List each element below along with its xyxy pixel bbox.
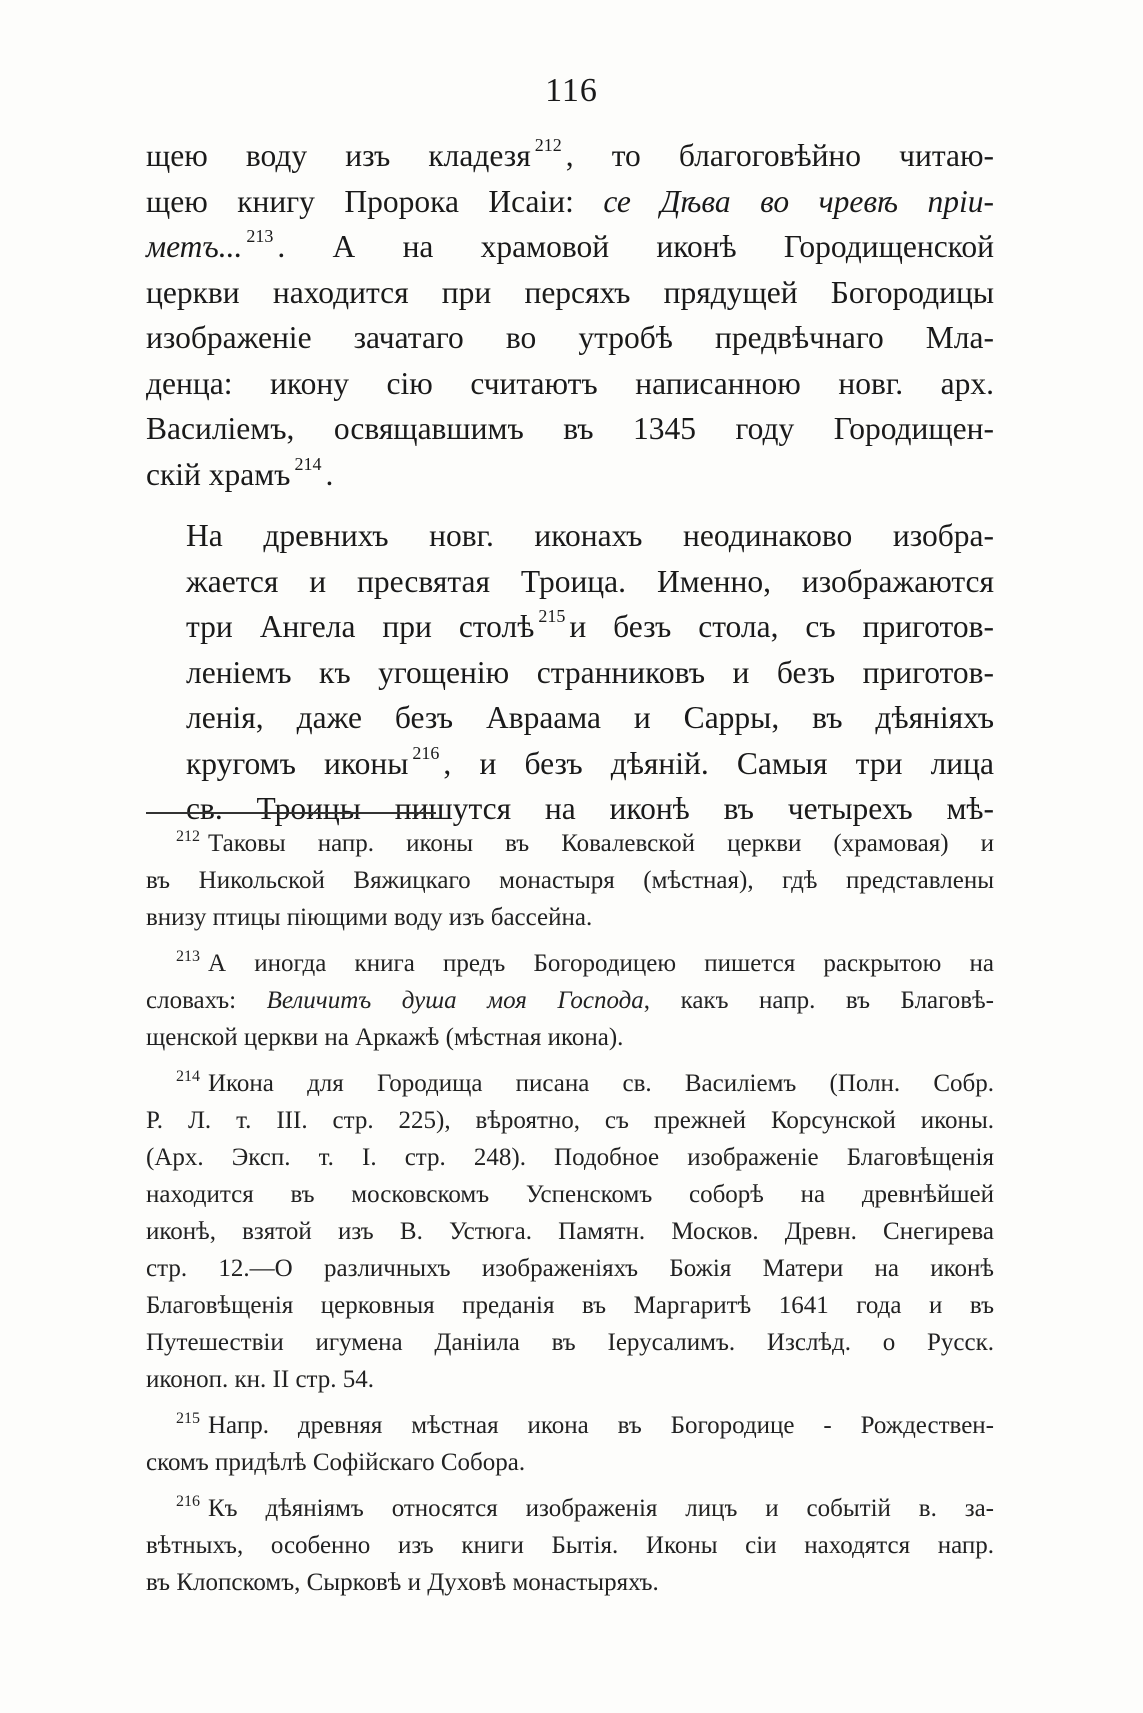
footnote-number: 215 [176,1410,200,1427]
text-line: Василіемъ, освящавшимъ въ 1345 году Городищен- [146,411,994,446]
footnote-line: $^{216}$ Къ дѣяніямъ относятся изображенія лицъ и событій в. за- [176,1493,994,1522]
footnote-line: иконѣ, взятой изъ В. Устюга. Памятн. Москов. Древн. Снегирева [146,1218,994,1245]
text-line: три Ангела при столѣ $^{215}$ и безъ стола, съ приготов- [186,606,994,644]
text-line: жается и пресвятая Троица. Именно, изображаются [186,563,994,599]
footnote-ref-214[interactable]: 214 [294,453,322,474]
paragraph-2 [146,513,994,832]
text-line: кругомъ иконы $^{216}$ , и безъ дѣяній. Самыя три лица [186,742,994,781]
footnote-ref-212[interactable]: 212 [534,135,562,155]
footnote-number: 213 [176,948,200,965]
footnote-215 [146,1407,994,1481]
footnote-line: иконоп. кн. II стр. 54. [146,1366,375,1393]
text-line: метъ... $^{213}$ . А на храмовой иконѣ Городищенской [146,226,994,264]
footnote-line: $^{214}$ Икона для Городища писана св. Василіемъ (Полн. Собр. [176,1068,994,1097]
text-line: На древнихъ новг. иконахъ неодинаково изобра- [186,518,994,553]
footnote-line: $^{212}$ Таковы напр. иконы въ Ковалевской церкви (храмовая) и [176,828,994,857]
quote-italic: се Дѣва во чревѣ пріи- [603,183,994,219]
footnote-line: щенской церкви на Аркажѣ (мѣстная икона). [146,1024,624,1051]
footnote-line: Благовѣщенія церковныя преданія въ Маргаритѣ 1641 года и въ [146,1292,994,1319]
footnote-line: $^{215}$ Напр. древняя мѣстная икона въ Богородице - Рождествен- [176,1410,994,1439]
text-line: скій храмъ $^{214}$ . [146,453,334,492]
text-line: денца: икону сію считаютъ написанною новг. арх. [146,365,994,401]
footnote-216 [146,1490,994,1601]
footnote-line: вѣтныхъ, особенно изъ книги Бытія. Иконы сіи находятся напр. [146,1532,994,1559]
footnote-number: 214 [176,1068,200,1085]
footnote-number: 212 [176,828,200,845]
quote-italic: метъ... [146,229,243,264]
footnote-line: $^{213}$ А иногда книга предъ Богородицею пишется раскрытою на [176,948,994,977]
text-line: церкви находится при персяхъ прядущей Богородицы [146,274,994,310]
footnote-line: въ Клопскомъ, Сырковѣ и Духовѣ монастыряхъ. [146,1569,659,1596]
footnote-line: скомъ придѣлѣ Софійскаго Собора. [146,1449,526,1476]
footnote-213 [146,945,994,1056]
footnote-line: въ Никольской Вяжицкаго монастыря (мѣстная), гдѣ представлены [146,867,994,894]
footnote-line: внизу птицы піющими воду изъ бассейна. [146,904,593,931]
footnote-divider [146,812,436,814]
text-line: щею воду изъ кладезя $^{212}$ , то благоговѣйно читаю- [146,135,994,173]
footnote-212 [146,825,994,936]
footnote-line: (Арх. Эксп. т. I. стр. 248). Подобное изображеніе Благовѣщенія [146,1144,994,1171]
footnote-line: Путешествіи игумена Даніила въ Іерусалимъ. Изслѣд. о Русск. [146,1329,994,1356]
footnote-number: 216 [176,1493,200,1510]
footnote-line: стр. 12.—О различныхъ изображеніяхъ Божія Матери на иконѣ [146,1255,994,1282]
footnote-214 [146,1065,994,1398]
text-line: изображеніе зачатаго во утробѣ предвѣчнаго Мла- [146,320,994,355]
footnote-ref-216[interactable]: 216 [412,742,440,763]
page-number: 116 [545,72,598,109]
text-line: щею книгу Пророка Исаіи: се Дѣва во чревѣ пріи- [146,183,994,219]
footnote-ref-213[interactable]: 213 [246,226,274,246]
footnotes [146,825,994,1610]
quote-italic: Величитъ душа моя Господа [266,987,644,1014]
main-text [146,133,994,832]
text-line: леніемъ къ угощенію странниковъ и безъ приготов- [186,654,994,690]
paragraph-1 [146,133,994,497]
footnote-line: Р. Л. т. III. стр. 225), вѣроятно, съ прежней Корсунской иконы. [146,1107,994,1134]
text-line: ленія, даже безъ Авраама и Сарры, въ дѣяніяхъ [186,700,994,735]
footnote-line: находится въ московскомъ Успенскомъ соборѣ на древнѣйшей [146,1181,994,1208]
footnote-line: словахъ: Величитъ душа моя Господа, какъ напр. въ Благовѣ- [146,987,994,1014]
footnote-ref-215[interactable]: 215 [538,606,566,626]
text-line: св. Троицы пишутся на иконѣ въ четырехъ мѣ- [186,791,994,826]
